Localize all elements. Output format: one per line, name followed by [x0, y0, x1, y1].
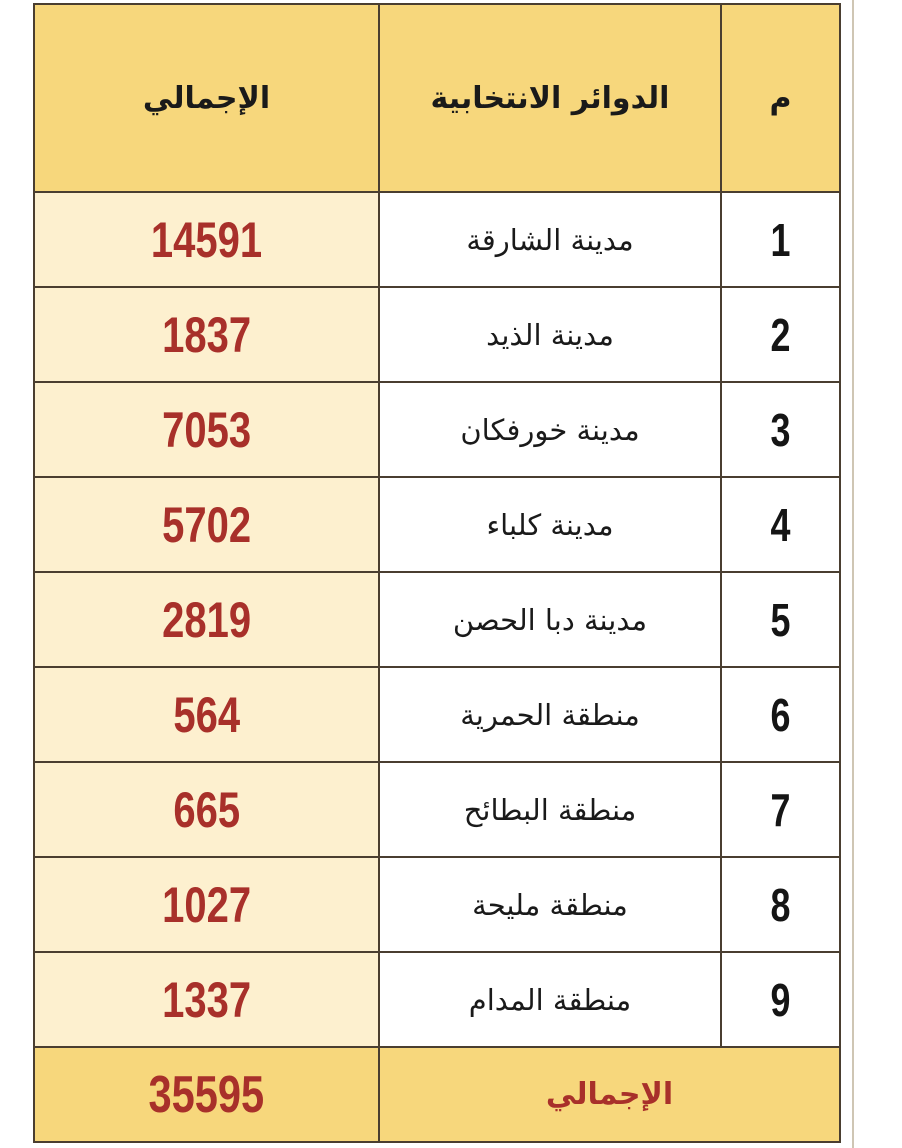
row-total-cell — [34, 667, 379, 762]
row-district: مدينة كلباء — [379, 477, 721, 572]
table-row — [34, 952, 840, 1047]
table-row — [34, 477, 840, 572]
table-footer-row — [34, 1047, 840, 1142]
page-edge-line — [852, 0, 854, 1148]
table-header-row — [34, 4, 840, 192]
row-total-cell — [34, 192, 379, 287]
row-total-cell — [34, 382, 379, 477]
row-total-cell — [34, 857, 379, 952]
table-row — [34, 572, 840, 667]
row-district: مدينة الشارقة — [379, 192, 721, 287]
table-row — [34, 762, 840, 857]
row-district: مدينة دبا الحصن — [379, 572, 721, 667]
table-body — [34, 192, 840, 1047]
table-row — [34, 857, 840, 952]
header-district: الدوائر الانتخابية — [379, 4, 721, 192]
grand-total-value: 35595 — [148, 1065, 265, 1124]
row-index: 7 — [734, 762, 827, 857]
row-index: 5 — [734, 572, 827, 667]
row-index: 2 — [734, 287, 827, 382]
row-total: 1337 — [161, 971, 251, 1028]
row-total: 665 — [173, 781, 240, 838]
row-index: 1 — [734, 192, 827, 287]
row-district: منطقة الحمرية — [379, 667, 721, 762]
row-total: 2819 — [161, 591, 251, 648]
table-row — [34, 382, 840, 477]
row-district: منطقة البطائح — [379, 762, 721, 857]
row-district: منطقة المدام — [379, 952, 721, 1047]
header-index: م — [721, 4, 840, 192]
row-total-cell — [34, 762, 379, 857]
row-index: 6 — [734, 667, 827, 762]
row-district: منطقة مليحة — [379, 857, 721, 952]
row-total-cell — [34, 477, 379, 572]
table-row — [34, 287, 840, 382]
grand-total-cell — [34, 1047, 379, 1142]
row-total: 14591 — [150, 211, 263, 268]
row-total-cell — [34, 952, 379, 1047]
row-total: 5702 — [161, 496, 251, 553]
row-district: مدينة الذيد — [379, 287, 721, 382]
row-total: 1027 — [161, 876, 251, 933]
row-index: 4 — [734, 477, 827, 572]
row-total-cell — [34, 572, 379, 667]
row-index: 9 — [734, 952, 827, 1047]
districts-table — [33, 3, 841, 1143]
row-index: 8 — [734, 857, 827, 952]
row-total: 7053 — [161, 401, 251, 458]
row-total: 1837 — [161, 306, 251, 363]
header-total: الإجمالي — [34, 4, 379, 192]
grand-total-label: الإجمالي — [379, 1047, 840, 1142]
row-total: 564 — [173, 686, 240, 743]
row-total-cell — [34, 287, 379, 382]
row-index: 3 — [734, 382, 827, 477]
table-row — [34, 667, 840, 762]
row-district: مدينة خورفكان — [379, 382, 721, 477]
table-row — [34, 192, 840, 287]
